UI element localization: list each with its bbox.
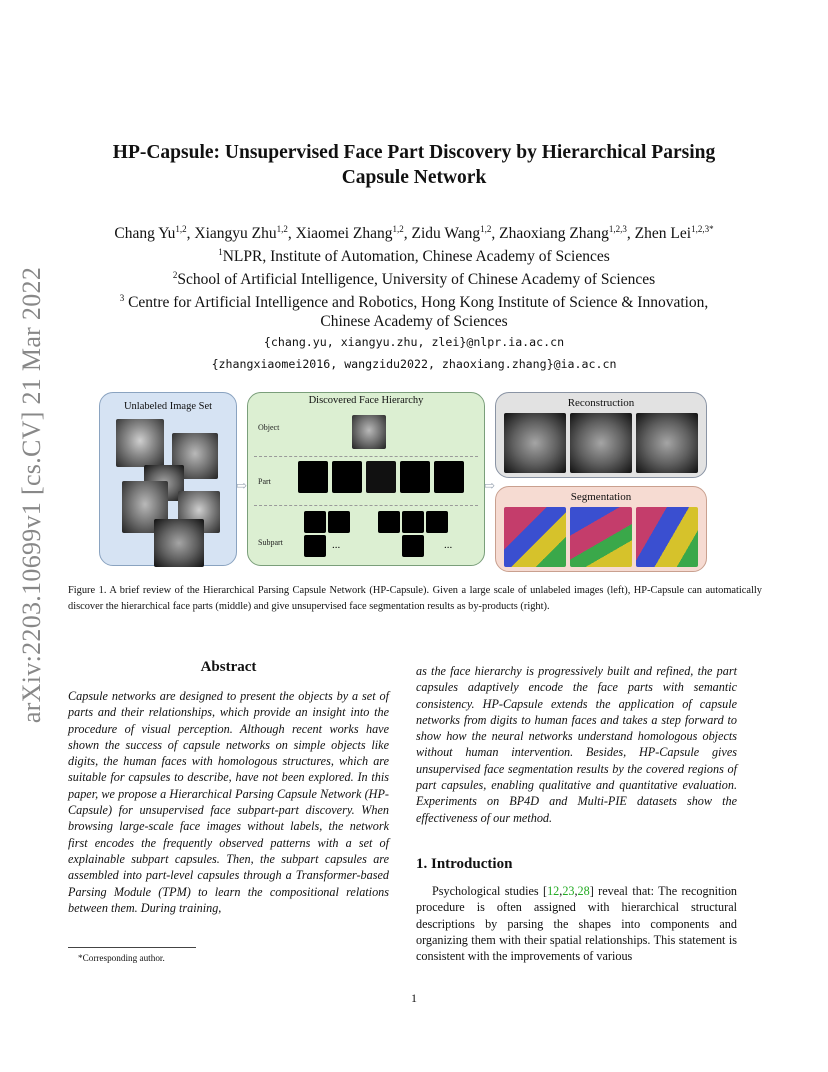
part-capsule-image xyxy=(434,461,464,493)
arrow-right-icon: ⇨ xyxy=(484,478,495,493)
subpart-capsule-image xyxy=(378,511,400,533)
panel-left-title: Unlabeled Image Set xyxy=(123,401,213,412)
author-sup: 1,2,3* xyxy=(691,224,714,234)
face-image xyxy=(154,519,204,567)
reconstruction-image xyxy=(636,413,698,473)
citation-link[interactable]: 12 xyxy=(547,884,560,898)
panel-seg-title: Segmentation xyxy=(570,491,632,503)
affiliation-1 xyxy=(0,243,828,266)
subpart-capsule-image xyxy=(304,511,326,533)
row-divider xyxy=(254,505,478,506)
part-capsule-image xyxy=(298,461,328,493)
author-name: Zidu Wang xyxy=(411,225,481,242)
title-line-2: Capsule Network xyxy=(341,167,487,188)
arxiv-stamp-text: arXiv:2203.10699v1 [cs.CV] 21 Mar 2022 xyxy=(17,266,46,724)
title-line-1: HP-Capsule: Unsupervised Face Part Discovery by Hierarchical Parsing xyxy=(112,142,716,163)
subpart-capsule-image xyxy=(426,511,448,533)
footnote-rule xyxy=(68,947,196,948)
intro-text xyxy=(416,883,737,964)
panel-mid-title: Discovered Face Hierarchy xyxy=(308,395,424,406)
face-image xyxy=(116,419,164,467)
subpart-capsule-image xyxy=(402,535,424,557)
affil-text: School of Artificial Intelligence, University of Chinese Academy of Sciences xyxy=(177,271,656,288)
panel-recon-title: Reconstruction xyxy=(567,397,635,409)
author-name: Xiaomei Zhang xyxy=(295,225,393,242)
author-name: Zhen Lei xyxy=(634,225,692,242)
citation-link[interactable]: 28 xyxy=(577,884,590,898)
email-line-1: {chang.yu, xiangyu.zhu, zlei}@nlpr.ia.ac.cn xyxy=(263,335,565,349)
abstract-heading: Abstract xyxy=(200,659,257,675)
arrow-right-icon: ⇨ xyxy=(236,478,247,493)
author-name: Zhaoxiang Zhang xyxy=(499,225,609,242)
affil-sup: 3 xyxy=(119,293,125,303)
citation-link[interactable]: 23 xyxy=(562,884,575,898)
affiliation-3 xyxy=(0,289,828,312)
affiliation-3b: Chinese Academy of Sciences xyxy=(320,313,508,330)
row-label-part: Part xyxy=(258,477,271,486)
subpart-capsule-image xyxy=(402,511,424,533)
affil-sup: 1 xyxy=(218,247,223,257)
author-name: Chang Yu xyxy=(114,225,176,242)
author-list: Chang Yu$^{1,2}$, Xiangyu Zhu$^{1,2}$, Xiaomei Zhang$^{1,2}$, Zidu Wang$^{1,2}$, Zhaoxiang Zhang$^{1,2,3}$, Zhen Lei$^{1,2,3*}$ xyxy=(114,224,714,242)
ellipsis: ... xyxy=(332,539,341,551)
author-block xyxy=(0,220,828,374)
cite-sep: , xyxy=(574,884,578,898)
page-number: 1 xyxy=(411,991,417,1005)
intro-text-post: ] reveal that: The recognition procedure is often assigned with hierarchical structural descriptions by parsing the shapes into components and organizing them with their spatial relationships. This statement is consistent with the improvements of various xyxy=(416,884,738,964)
email-line-2: {zhangxiaomei2016, wangzidu2022, zhaoxiang.zhang}@ia.ac.cn xyxy=(211,357,617,371)
face-hierarchy-panel xyxy=(247,392,485,566)
unlabeled-image-set-panel xyxy=(99,392,237,566)
intro-heading: 1. Introduction xyxy=(416,856,513,872)
cite-sep: , xyxy=(559,884,563,898)
author-sup: 1,2 xyxy=(480,224,492,234)
ellipsis: ... xyxy=(444,539,453,551)
affiliation-2 xyxy=(0,266,828,289)
reconstruction-panel xyxy=(495,392,707,478)
author-sup: 1,2 xyxy=(392,224,404,234)
figure-1 xyxy=(99,390,709,570)
author-name: Xiangyu Zhu xyxy=(194,225,277,242)
abstract-text-left: Capsule networks are designed to present the objects by a set of parts and their relationships, which provide an insight into the procedure of visual perception. Although recent works have shown the success of capsule networks on simple objects like digits, the human faces with homologous structures, which are suitable for capsules to describe, have not been explored. In this paper, we propose a Hierarchical Parsing Capsule Network (HP-Capsule) for unsupervised face subpart-part discovery. When browsing large-scale face images without labels, the network first encodes the frequently observed patterns with a set of explainable subpart capsules. Then, the subpart capsules are assembled into part-level capsules through a Transformer-based Parsing Module (TPM) to learn the compositional relations between them. During training, xyxy=(68,689,389,915)
subpart-capsule-image xyxy=(328,511,350,533)
author-sup: 1,2 xyxy=(276,224,288,234)
reconstruction-image xyxy=(570,413,632,473)
figure-caption: Figure 1. A brief review of the Hierarchical Parsing Capsule Network (HP-Capsule). Given a large scale of unlabeled images (left), HP-Capsule can automatically discover the hierarchical face parts (middle) and give unsupervised face segmentation results as by-products (right). xyxy=(68,585,762,612)
paper-title xyxy=(0,140,828,190)
part-capsule-image xyxy=(366,461,396,493)
segmentation-image xyxy=(636,507,698,567)
segmentation-panel xyxy=(495,486,707,572)
reconstruction-image xyxy=(504,413,566,473)
subpart-capsule-image xyxy=(304,535,326,557)
affil-text: Centre for Artificial Intelligence and Robotics, Hong Kong Institute of Science & Innovation, xyxy=(124,294,709,311)
affil-text: NLPR, Institute of Automation, Chinese Academy of Sciences xyxy=(222,248,610,265)
row-label-object: Object xyxy=(258,423,280,432)
row-label-subpart: Subpart xyxy=(258,538,283,547)
segmentation-image xyxy=(504,507,566,567)
footnote: *Corresponding author. xyxy=(78,953,165,963)
row-divider xyxy=(254,456,478,457)
abstract-text-right: as the face hierarchy is progressively built and refined, the part capsules adaptively encode the face parts with semantic consistency. HP-Capsule extends the application of capsule networks from digits to human faces and takes a step forward to show how the neural networks understand homologous objects without human intervention. Besides, HP-Capsule gives unsupervised face segmentation results by the covered regions of part capsules, enabling qualitative and quantitative evaluation. Experiments on BP4D and Multi-PIE datasets show the effectiveness of our method. xyxy=(416,664,737,825)
author-sup: 1,2 xyxy=(175,224,187,234)
segmentation-image xyxy=(570,507,632,567)
affil-sup: 2 xyxy=(172,270,178,280)
author-sup: 1,2,3 xyxy=(608,224,627,234)
part-capsule-image xyxy=(400,461,430,493)
intro-text-pre: Psychological studies [ xyxy=(432,884,548,898)
part-capsule-image xyxy=(332,461,362,493)
object-face-image xyxy=(352,415,386,449)
